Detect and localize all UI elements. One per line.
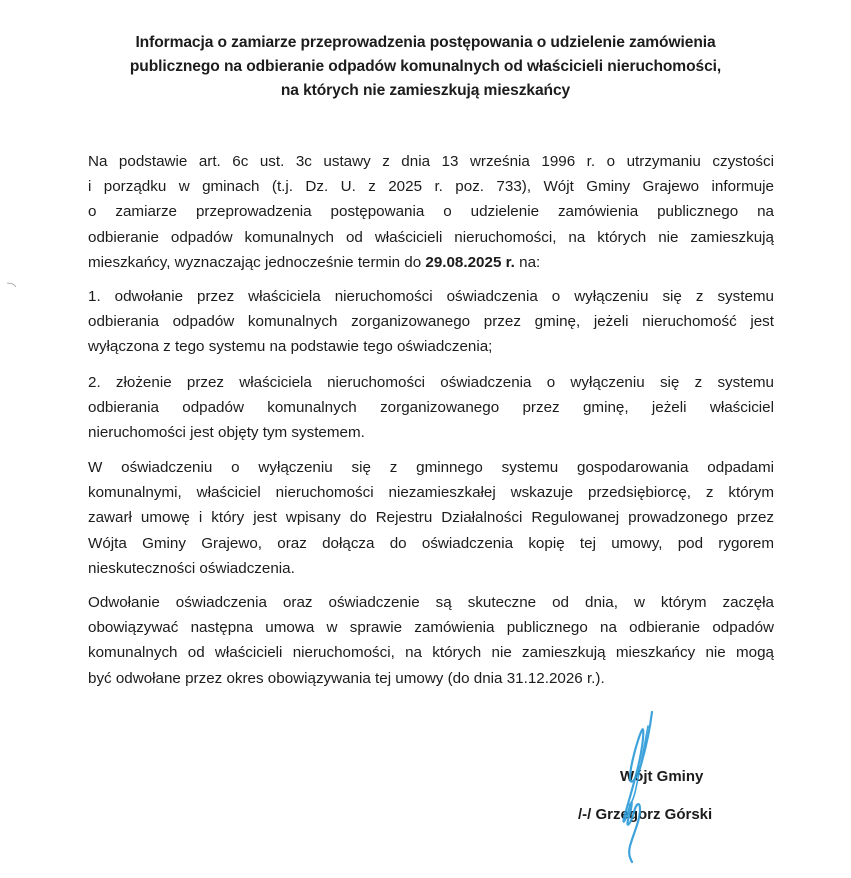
paragraph-effectiveness xyxy=(88,590,774,691)
handwritten-signature-icon xyxy=(600,708,670,868)
text-line: nieskuteczności oświadczenia. xyxy=(88,559,295,577)
scan-mark-icon xyxy=(7,282,17,288)
text-line xyxy=(88,250,774,275)
paragraph-item-2 xyxy=(88,370,774,446)
title-line: publicznego na odbieranie odpadów komunalnych od właścicieli nieruchomości, xyxy=(129,58,722,75)
text-line: odbieranie odpadów komunalnych od właścicieli nieruchomości, na których nie zamieszkują xyxy=(88,228,774,246)
text-line: W oświadczeniu o wyłączeniu się z gminnego systemu gospodarowania odpadami xyxy=(88,459,774,476)
text-line: Wójta Gminy Grajewo, oraz dołącza do oświadczenia kopię tej umowy, pod rygorem xyxy=(88,534,774,552)
signatory-name: /-/ Grzegorz Górski xyxy=(578,806,713,823)
text-line: odbierania odpadów komunalnych zorganizowanego przez gminę, jeżeli nieruchomość jest xyxy=(88,313,774,331)
title-line: Informacja o zamiarze przeprowadzenia postępowania o udzielenie zamówienia xyxy=(135,34,716,51)
signatory-title: Wójt Gminy xyxy=(620,768,704,785)
text-line: zawarł umowę i który jest wpisany do Rejestru Działalności Regulowanej prowadzonego przez xyxy=(88,509,774,527)
text-fragment: na: xyxy=(514,253,541,271)
text-line: komunalnych od właścicieli nieruchomości, na których nie zamieszkują mieszkańcy nie mogą xyxy=(88,644,774,662)
text-line: być odwołane przez okres obowiązywania tej umowy (do dnia 31.12.2026 r.). xyxy=(88,669,605,687)
paragraph-legal-basis xyxy=(88,149,774,275)
text-line: Odwołanie oświadczenia oraz oświadczenie są skuteczne od dnia, w którym zaczęła xyxy=(88,594,774,611)
paragraph-declaration xyxy=(88,455,774,581)
text-line: 2. złożenie przez właściciela nieruchomości oświadczenia o wyłączeniu się z systemu xyxy=(88,374,774,391)
text-line: i porządku w gminach (t.j. Dz. U. z 2025 r. poz. 733), Wójt Gminy Grajewo informuje xyxy=(88,178,774,196)
text-line: nieruchomości jest objęty tym systemem. xyxy=(88,424,365,442)
document-title xyxy=(110,31,741,103)
paragraph-item-1 xyxy=(88,284,774,360)
text-line: komunalnymi, właściciel nieruchomości niezamieszkałej wskazuje przedsiębiorcę, z którym xyxy=(88,484,774,502)
text-line: wyłączona z tego systemu na podstawie tego oświadczenia; xyxy=(88,338,493,356)
text-line: obowiązywać następna umowa w sprawie zamówienia publicznego na odbieranie odpadów xyxy=(88,619,774,637)
text-fragment: mieszkańcy, wyznaczając jednocześnie termin do xyxy=(88,253,426,271)
text-line: 1. odwołanie przez właściciela nieruchomości oświadczenia o wyłączeniu się z systemu xyxy=(88,288,774,305)
deadline-date: 29.08.2025 r. xyxy=(425,253,515,271)
title-line: na których nie zamieszkują mieszkańcy xyxy=(280,82,571,99)
text-line: Na podstawie art. 6c ust. 3c ustawy z dnia 13 września 1996 r. o utrzymaniu czystości xyxy=(88,153,774,170)
text-line: odbierania odpadów komunalnych zorganizowanego przez gminę, jeżeli właściciel xyxy=(88,399,774,417)
text-line: o zamiarze przeprowadzenia postępowania o udzielenie zamówienia publicznego na xyxy=(88,203,774,221)
